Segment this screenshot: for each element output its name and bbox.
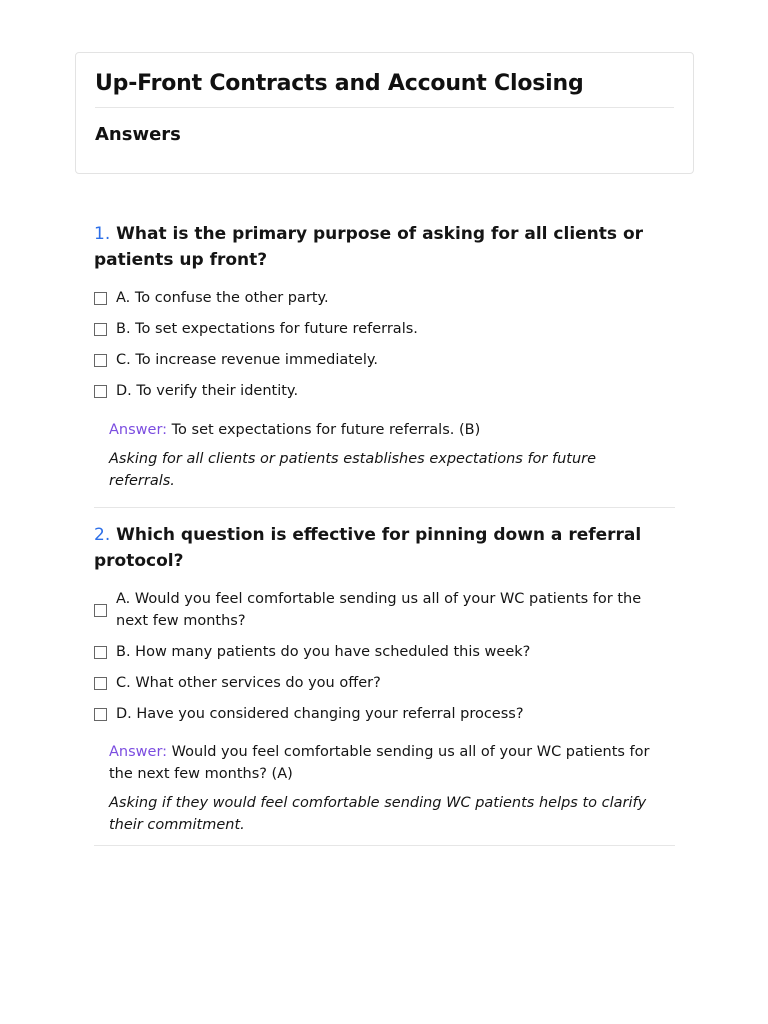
question-text	[94, 522, 675, 574]
question-divider	[94, 845, 675, 846]
answer-explanation: Asking for all clients or patients establishes expectations for future referrals.	[109, 451, 597, 489]
option-d[interactable]	[94, 703, 675, 725]
answer-explanation: Asking if they would feel comfortable sending WC patients helps to clarify their commitment.	[109, 795, 647, 833]
answer-line	[109, 741, 660, 785]
checkbox[interactable]	[94, 604, 107, 617]
checkbox[interactable]	[94, 292, 107, 305]
title-divider	[95, 107, 674, 108]
question-1	[94, 221, 675, 492]
checkbox[interactable]	[94, 646, 107, 659]
answer-text: To set expectations for future referrals. (B)	[171, 422, 481, 438]
checkbox[interactable]	[94, 385, 107, 398]
option-d[interactable]	[94, 380, 675, 402]
checkbox[interactable]	[94, 354, 107, 367]
checkbox[interactable]	[94, 677, 107, 690]
option-b[interactable]	[94, 318, 675, 340]
question-divider	[94, 507, 675, 508]
question-number: 1.	[94, 224, 111, 244]
option-b[interactable]	[94, 641, 675, 663]
option-label: D. To verify their identity.	[116, 383, 299, 399]
header-card	[75, 52, 694, 174]
page-subtitle: Answers	[95, 124, 181, 145]
answer-label: Answer:	[109, 744, 168, 760]
page-title: Up-Front Contracts and Account Closing	[95, 71, 584, 96]
question-text	[94, 221, 675, 273]
option-label: C. To increase revenue immediately.	[116, 352, 378, 368]
option-label: D. Have you considered changing your referral process?	[116, 706, 524, 722]
option-label: B. How many patients do you have scheduled this week?	[116, 644, 531, 660]
answer-label: Answer:	[109, 422, 168, 438]
option-label: C. What other services do you offer?	[116, 675, 381, 691]
option-c[interactable]	[94, 672, 675, 694]
question-2	[94, 522, 675, 836]
answer-line	[109, 419, 660, 441]
checkbox[interactable]	[94, 323, 107, 336]
options-list	[94, 287, 675, 402]
option-a[interactable]	[94, 287, 675, 309]
answer-text: Would you feel comfortable sending us all of your WC patients for the next few months? (A)	[109, 744, 650, 782]
question-prompt: Which question is effective for pinning down a referral protocol?	[94, 525, 642, 571]
option-c[interactable]	[94, 349, 675, 371]
question-prompt: What is the primary purpose of asking for all clients or patients up front?	[94, 224, 644, 270]
answer-box	[94, 419, 675, 492]
checkbox[interactable]	[94, 708, 107, 721]
option-a[interactable]	[94, 588, 675, 632]
option-label: A. To confuse the other party.	[116, 290, 329, 306]
question-number: 2.	[94, 525, 111, 545]
option-label: A. Would you feel comfortable sending us all of your WC patients for the next few months?	[116, 591, 642, 629]
options-list	[94, 588, 675, 725]
answer-box	[94, 741, 675, 836]
option-label: B. To set expectations for future referrals.	[116, 321, 418, 337]
